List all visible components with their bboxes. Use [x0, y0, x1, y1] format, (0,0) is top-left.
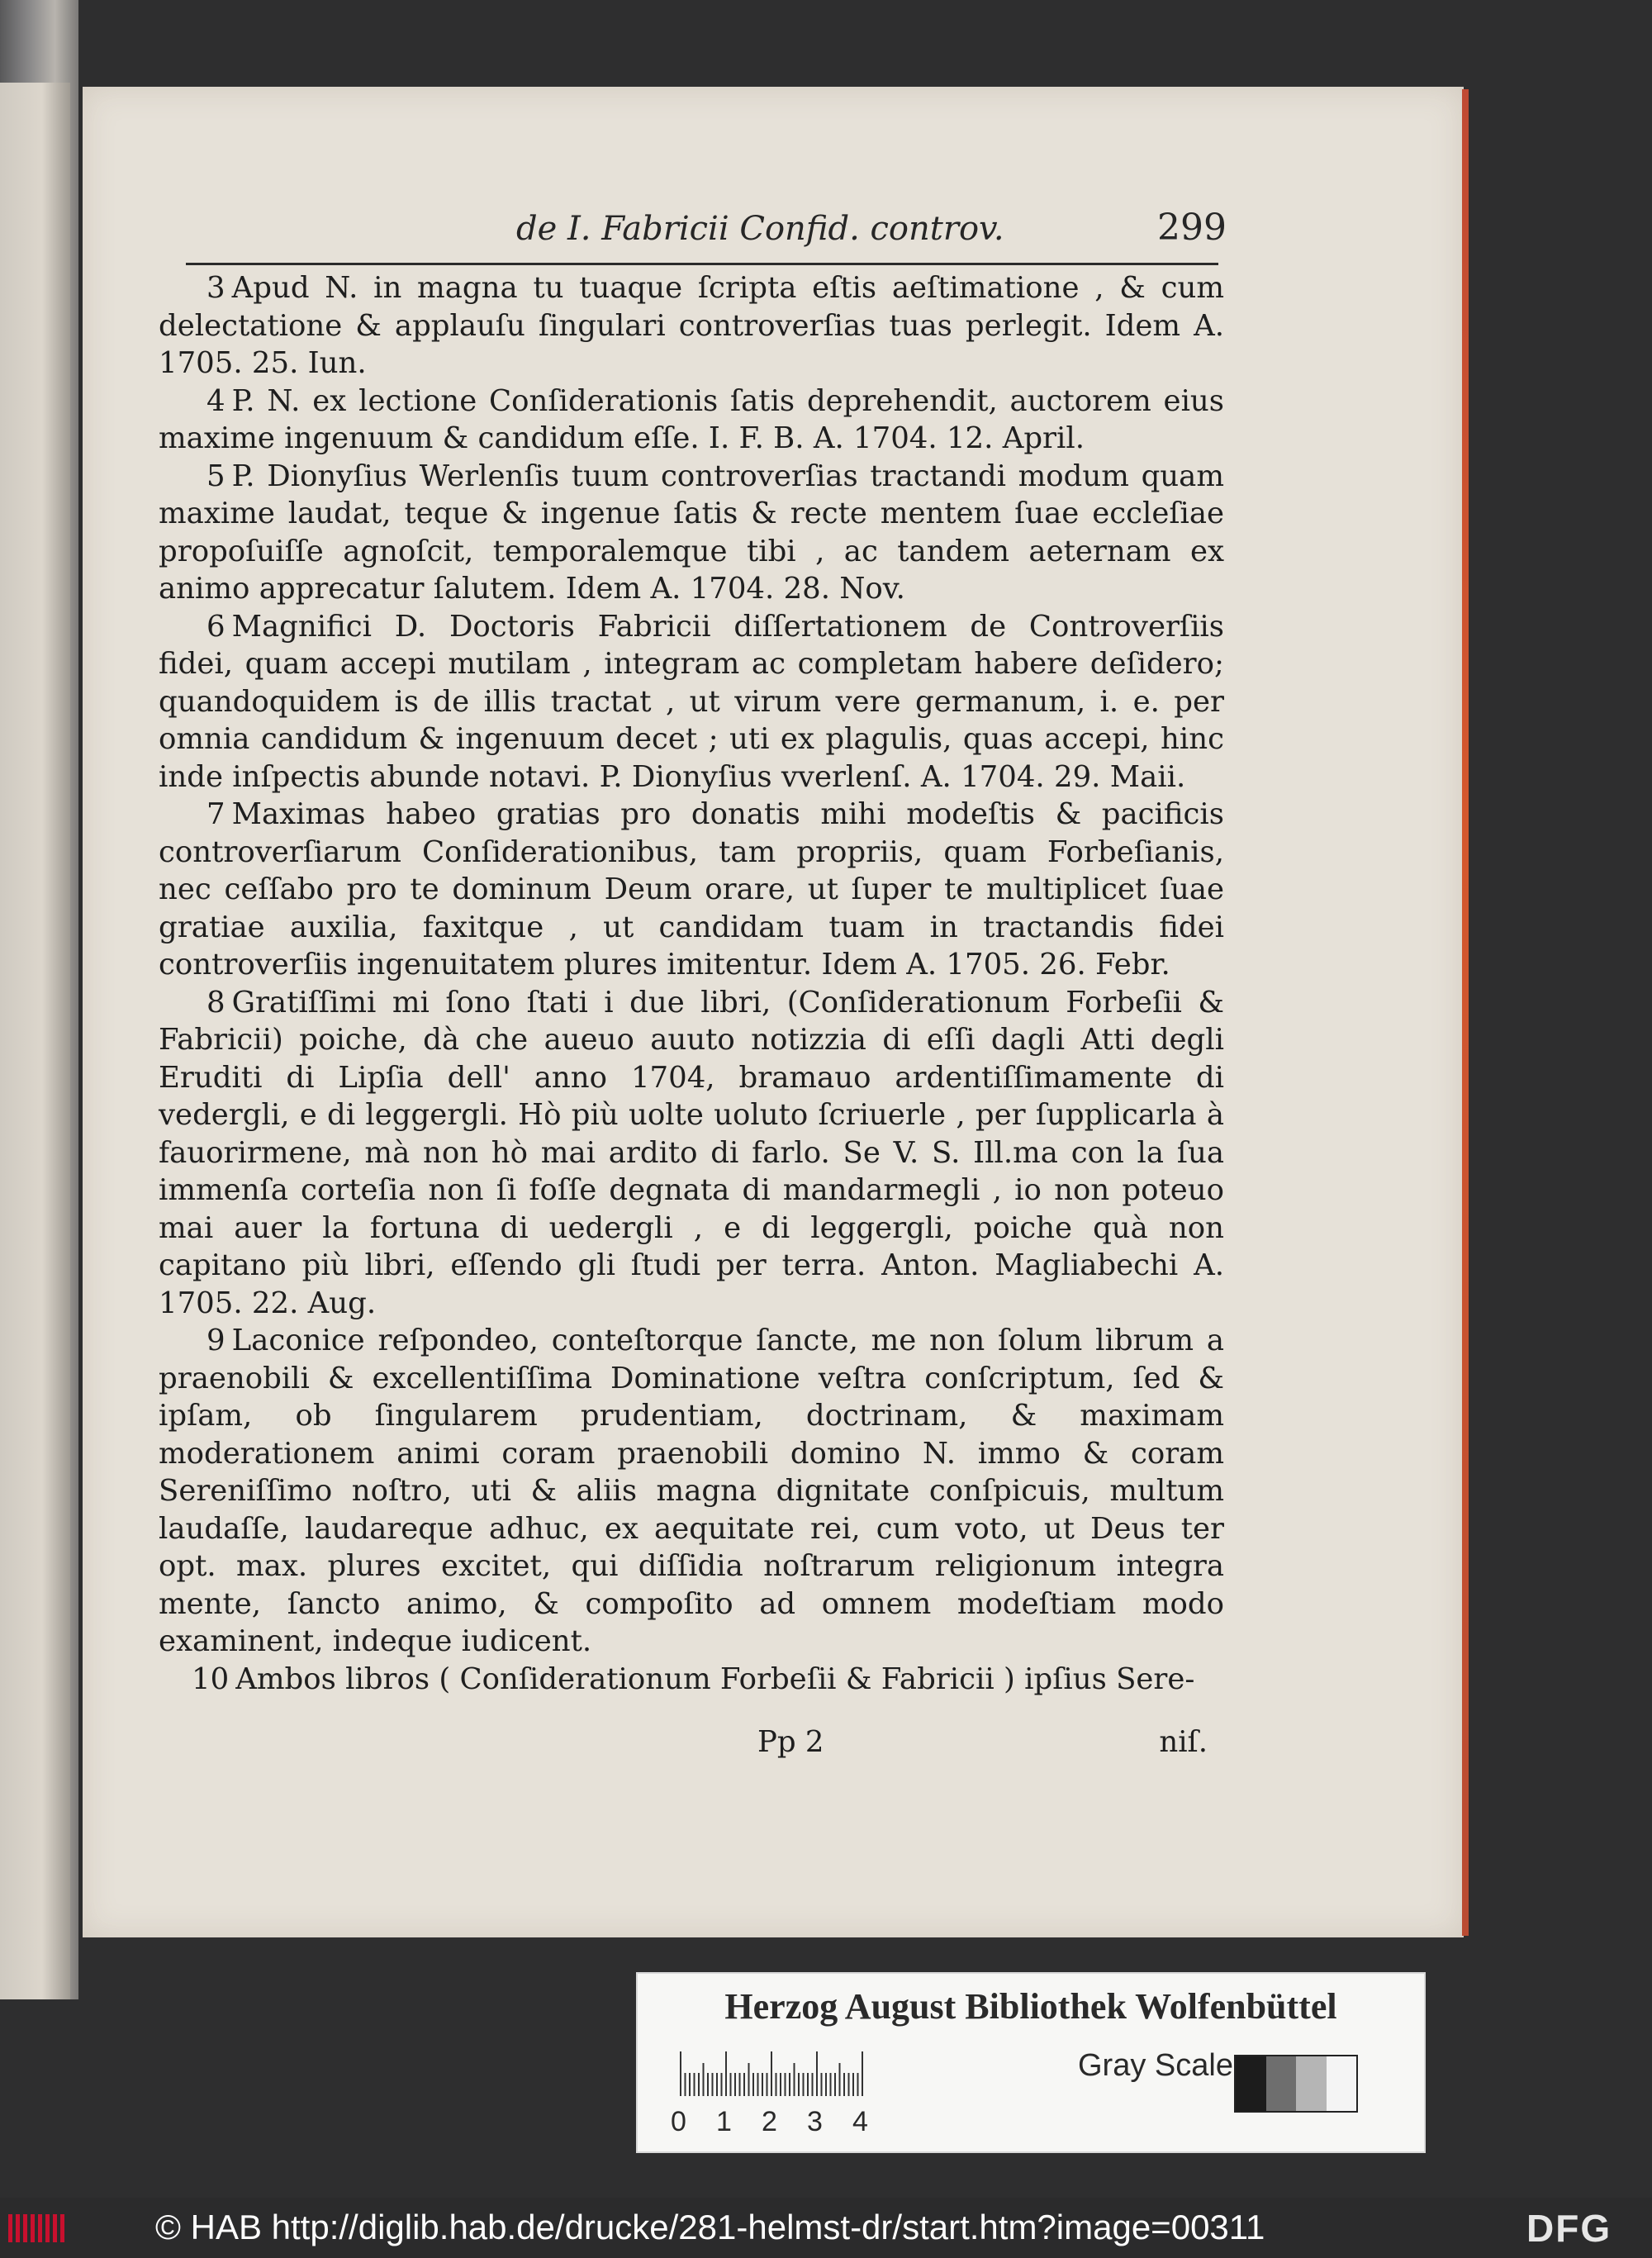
paragraph-text: Apud N. in magna tu tuaque ſcripta eſtis aeſtimatione , & cum delectatione & applauſu ſingulari controverſias tuas perlegit. Idem A. 1705. 25. Iun. — [159, 271, 1224, 380]
ruler-number: 1 — [716, 2106, 732, 2137]
ruler-number: 2 — [762, 2106, 777, 2137]
paragraph-text: Magnifici D. Doctoris Fabricii diſſertationem de Controverſiis fidei, quam accepi mutilam , integram ac completam habere deſidero; quandoquidem is de illis tractat , ut virum vere germanum, i. e. per omnia candidum & ingenuum decet ; uti ex plagulis, quas accepi, hinc inde inſpectis abunde notavi. P. Dionyſius vverlenſ. A. 1704. 29. Maii. — [159, 609, 1224, 794]
paragraph-9 — [159, 1322, 1224, 1661]
ruler-number: 0 — [671, 2106, 686, 2137]
gray-swatch — [1266, 2056, 1297, 2111]
ruler-scale-icon — [679, 2050, 869, 2098]
viewer-footer-bar — [0, 2198, 1652, 2258]
paragraph-number: 8 — [206, 985, 225, 1020]
paragraph-number: 10 — [192, 1661, 230, 1696]
adjacent-page-edge — [0, 83, 70, 1999]
paragraph-number: 5 — [206, 459, 225, 493]
paragraph-number: 3 — [206, 271, 225, 305]
gray-scale-label: Gray Scale — [1078, 2048, 1233, 2083]
color-reference-card — [636, 1972, 1426, 2153]
ruler-number: 3 — [807, 2106, 823, 2137]
page-footer — [159, 1725, 1224, 1762]
copyright-link[interactable]: © HAB http://diglib.hab.de/drucke/281-helmst-dr/start.htm?image=00311 — [155, 2208, 1265, 2246]
signature-mark: Pp 2 — [757, 1725, 824, 1759]
gray-swatch — [1236, 2056, 1266, 2111]
ruler-numbers — [671, 2106, 919, 2139]
page-number: 299 — [1157, 207, 1227, 249]
gray-swatch — [1296, 2056, 1327, 2111]
gray-scale-swatches — [1234, 2055, 1358, 2113]
catchword: niſ. — [1159, 1725, 1208, 1759]
page-red-edge — [1462, 89, 1469, 1936]
paragraph-text: Laconice reſpondeo, conteſtorque ſancte, me non ſolum librum a praenobili & excellentiſſima Dominatione veſtra conſcriptum, ſed & ipſam, ob ſingularem prudentiam, doctrinam, & maximam moderationem animi coram praenobili domino N. immo & coram Sereniſſimo noſtro, uti & aliis magna dignitate conſpicuis, multum laudaſſe, laudareque adhuc, ex aequitate rei, cum voto, ut Deus ter opt. max. plures excitet, qui diſſidia noſtrarum religionum integra mente, ſancto animo, & compoſito ad omnem modeſtiam modo examinent, indeque iudicent. — [159, 1324, 1224, 1658]
paragraph-number: 7 — [206, 797, 225, 831]
page-body — [159, 269, 1224, 1698]
paragraph-text: Maximas habeo gratias pro donatis mihi modeſtis & pacificis controverſiarum Conſiderationibus, tam propriis, quam Forbeſianis, nec ceſſabo pro te dominum Deum orare, ut ſuper te multiplicet ſuae gratiae auxilia, faxitque , ut candidam tuam in tractandis fidei controverſiis ingenuitatem plures imitentur. Idem A. 1705. 26. Febr. — [159, 797, 1224, 982]
hab-logo-icon — [7, 2211, 69, 2246]
paragraph-7 — [159, 796, 1224, 984]
dfg-logo: DFG — [1526, 2207, 1612, 2250]
paragraph-text: Ambos libros ( Conſiderationum Forbeſii & Fabricii ) ipſius Sere- — [235, 1661, 1195, 1696]
paragraph-3 — [159, 269, 1224, 383]
library-name: Herzog August Bibliothek Wolfenbüttel — [724, 1986, 1337, 2027]
ruler-number: 4 — [852, 2106, 868, 2137]
paragraph-text: Gratiſſimi mi ſono ſtati i due libri, (Conſiderationum Forbeſii & Fabricii) poiche, dà che aueuo auuto notizzia di eſſi dagli Atti degli Eruditi di Lipſia dell' anno 1704, bramauo ardentiſſimamente di vedergli, e di leggergli. Hò più uolte uoluto ſcriuerle , per ſupplicarla à fauorirmene, mà non hò mai ardito di farlo. Se V. S. Ill.ma con la ſua immenſa corteſia non ſi foſſe degnata di mandarmegli , io non poteuo mai auer la fortuna di uedergli , e di leggergli, poiche quà non capitano più libri, eſſendo gli ſtudi per terra. Anton. Magliabechi A. 1705. 22. Aug. — [159, 985, 1224, 1320]
paragraph-10 — [159, 1661, 1224, 1699]
running-title: de I. Fabricii Confid. controv. — [516, 210, 1004, 248]
header-rule — [186, 263, 1218, 265]
running-header — [516, 207, 1227, 256]
gray-swatch — [1327, 2056, 1357, 2111]
paragraph-text: P. N. ex lectione Conſiderationis ſatis deprehendit, auctorem eius maxime ingenuum & candidum eſſe. I. F. B. A. 1704. 12. April. — [159, 383, 1224, 455]
paragraph-number: 4 — [206, 383, 225, 418]
paragraph-number: 9 — [206, 1324, 225, 1357]
paragraph-number: 6 — [206, 609, 225, 644]
paragraph-text: P. Dionyſius Werlenſis tuum controverſias tractandi modum quam maxime laudat, teque & ingenue ſatis & recte mentem ſuae eccleſiae propoſuiſſe agnoſcit, temporalemque tibi , ac tandem aeternam ex animo apprecatur ſalutem. Idem A. 1704. 28. Nov. — [159, 459, 1224, 606]
paragraph-4 — [159, 383, 1224, 458]
paragraph-5 — [159, 458, 1224, 608]
paragraph-8 — [159, 984, 1224, 1323]
paragraph-6 — [159, 608, 1224, 796]
